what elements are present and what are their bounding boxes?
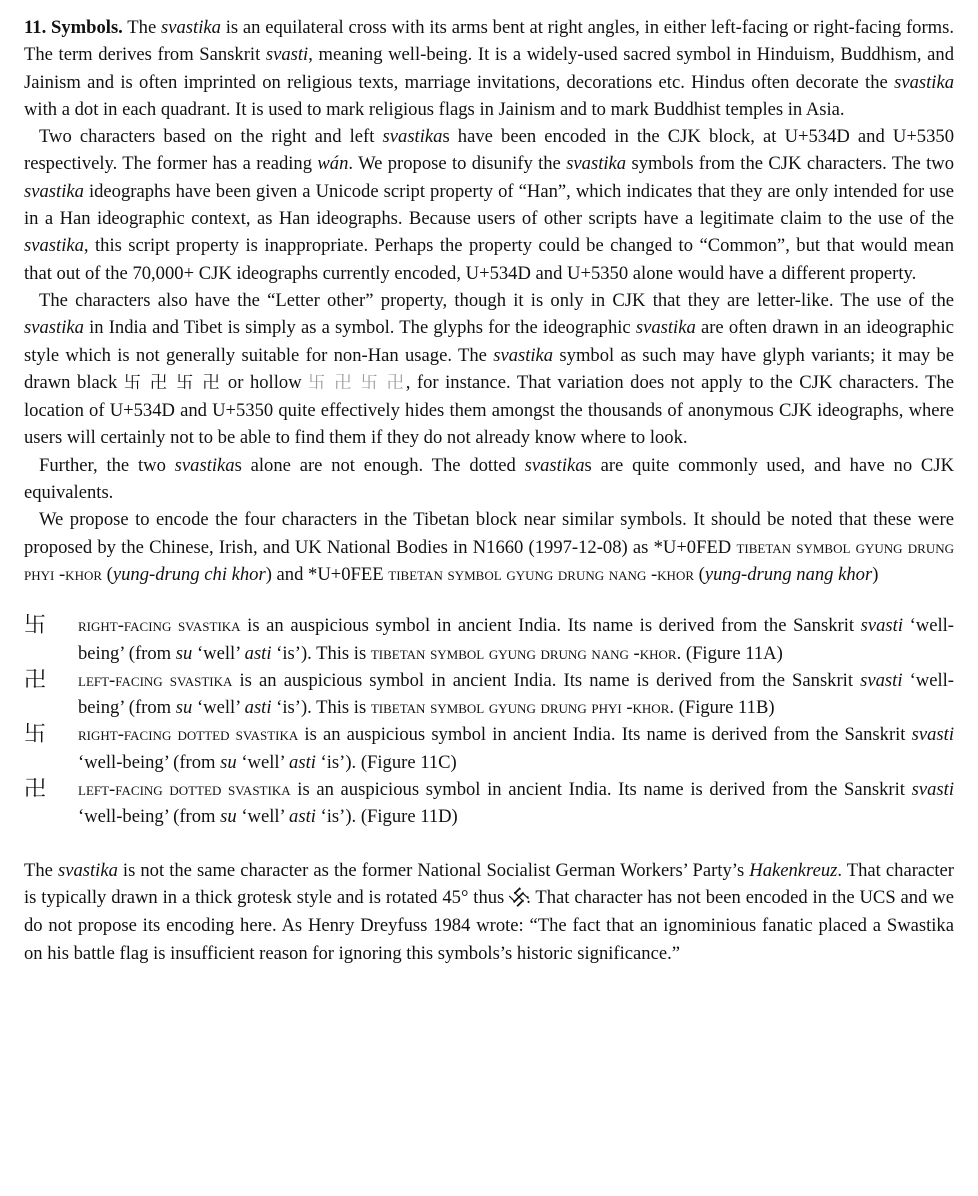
paragraph-intro: 11. Symbols. The svastika is an equilateral cross with its arms bent at right angles, in either left-facing or right-facing forms. The term derives from Sanskrit svasti, meaning well-being. It is a widely-used sacred symbol in Hinduism, Buddhism, and Jainism and is often imprinted on religious texts, marriage invitations, decorations etc. Hindus often decorate the svastika with a dot in each quadrant. It is used to mark religious flags in Jainism and to mark Buddhist temples in Asia. [24, 17, 954, 120]
right-facing-svastika-icon: 卐 [24, 613, 47, 639]
paragraph-cjk-encoding: Two characters based on the right and left svastikas have been encoded in the CJK block, at U+534D and U+5350 respectively. The former has a reading wán. We propose to disunify the svastika symbols from the CJK characters. The two svastika ideographs have been given a Unicode script property of “Han”, which indicates that they are only intended for use in a Han ideographic context, as Han ideographs. Because users of other scripts have a legitimate claim to the use of the svastika, this script property is inappropriate. Perhaps the property could be changed to “Common”, but that would mean that out of the 70,000+ CJK ideographs currently encoded, U+534D and U+5350 alone would have a different property. [24, 126, 954, 284]
entry-left-facing-dotted-svastika: 卍 left-facing dotted svastika is an auspicious symbol in ancient India. Its name is derived from the Sanskrit svasti ‘well-being’ (from su ‘well’ asti ‘is’). (Figure 11D) [24, 777, 954, 828]
character-entry-list [24, 612, 954, 830]
paragraph-letter-property: The characters also have the “Letter other” property, though it is only in CJK that they are letter-like. The use of the svastika in India and Tibet is simply as a symbol. The glyphs for the ideographic svastika are often drawn in an ideographic style which is not generally suitable for non-Han usage. The svastika symbol as such may have glyph variants; it may be drawn black 卐 卍 卐 卍 or hollow 卐 卍 卐 卍, for instance. That variation does not apply to the CJK characters. The location of U+534D and U+5350 quite effectively hides them amongst the thousands of anonymous CJK ideographs, where users will certainly not to be able to find them if they do not already know where to look. [24, 289, 954, 449]
left-facing-svastika-icon: 卍 [24, 667, 47, 693]
black-svastika-glyphs: 卐 卍 卐 卍 [123, 372, 222, 393]
right-facing-dotted-svastika-icon: 卐 [24, 722, 47, 748]
left-facing-dotted-svastika-icon: 卍 [24, 777, 47, 803]
hollow-svastika-glyphs: 卐 卍 卐 卍 [308, 372, 406, 393]
paragraph-proposal: We propose to encode the four characters in the Tibetan block near similar symbols. It should be noted that these were proposed by the Chinese, Irish, and UK National Bodies in N1660 (1997-12-08) as *U+0FED tibetan symbol gyung drung phyi -khor (yung-drung chi khor) and *U+0FEE tibetan symbol gyung drung nang -khor (yung-drung nang khor) [24, 509, 954, 585]
paragraph-dotted: Further, the two svastikas alone are not enough. The dotted svastikas are quite commonly used, and have no CJK equivalents. [24, 454, 954, 504]
entry-left-facing-svastika: 卍 left-facing svastika is an auspicious symbol in ancient India. Its name is derived from the Sanskrit svasti ‘well-being’ (from su ‘well’ asti ‘is’). This is tibetan symbol gyung drung phyi -khor. (Figure 11B) [24, 667, 954, 719]
rotated-hakenkreuz-icon: 卐 [505, 885, 532, 912]
section-heading: 11. Symbols. [24, 17, 123, 38]
entry-right-facing-svastika: 卐 right-facing svastika is an auspicious symbol in ancient India. Its name is derived from the Sanskrit svasti ‘well-being’ (from su ‘well’ asti ‘is’). This is tibetan symbol gyung drung nang -khor. (Figure 11A) [24, 613, 954, 664]
paragraph-hakenkreuz: The svastika is not the same character as the former National Socialist German Workers’ Party’s Hakenkreuz. That character is typically drawn in a thick grotesk style and is rotated 45° thus 卐. That character has not been encoded in the UCS and we do not propose its encoding here. As Henry Dreyfuss 1984 wrote: “The fact that an ignominious fanatic placed a Swastika on his battle flag is insufficient reason for ignoring this symbols’s historic significance.” [24, 859, 955, 964]
entry-right-facing-dotted-svastika: 卐 right-facing dotted svastika is an auspicious symbol in ancient India. Its name is derived from the Sanskrit svasti ‘well-being’ (from su ‘well’ asti ‘is’). (Figure 11C) [24, 722, 954, 773]
